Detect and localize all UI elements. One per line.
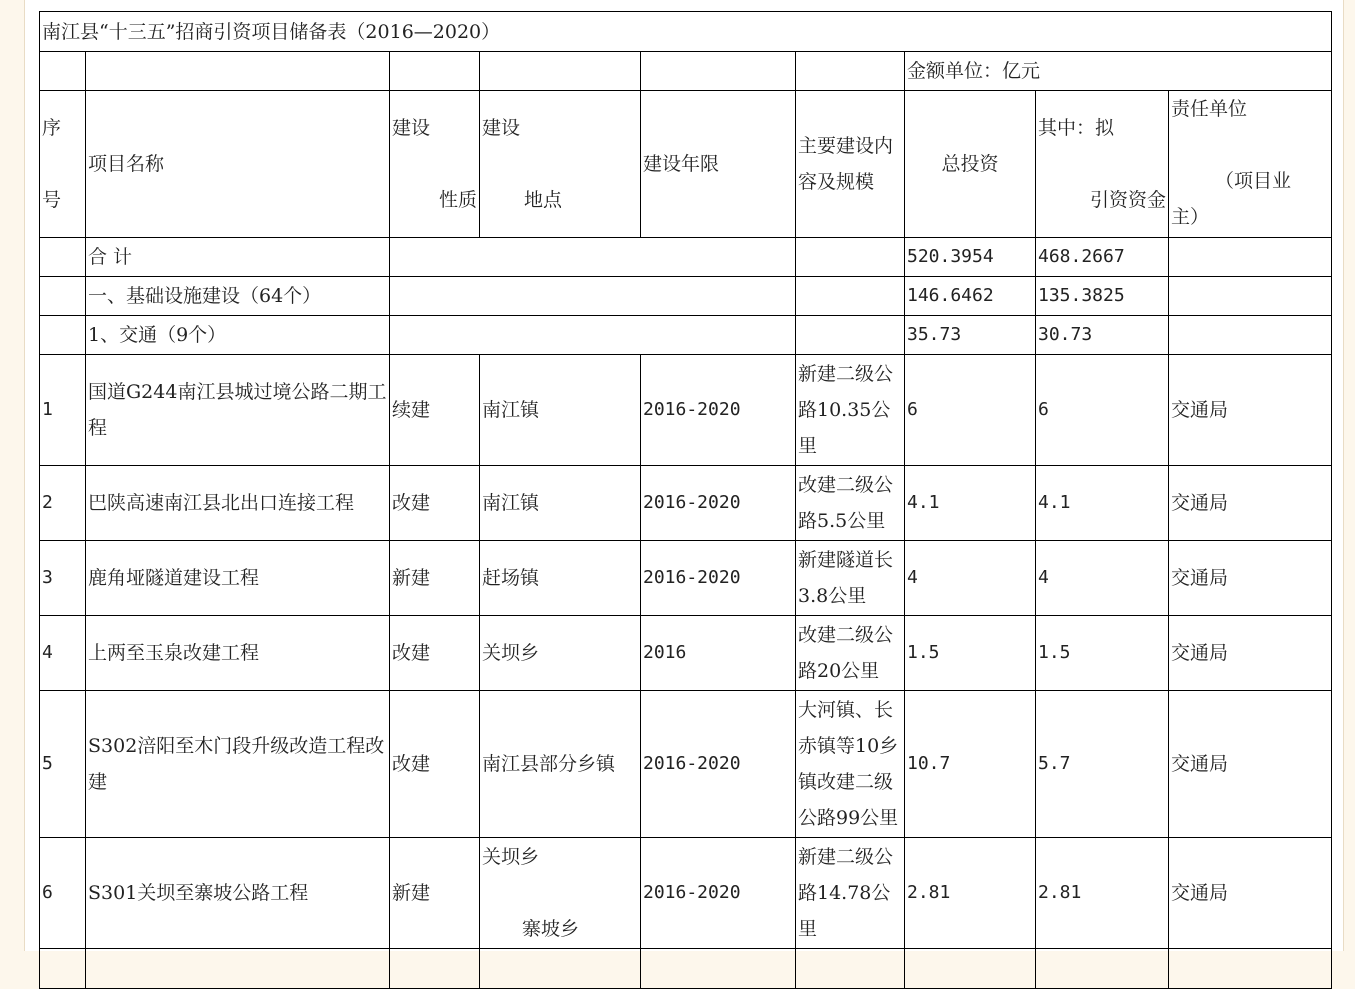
header-location: 建设 地点 [480,91,641,238]
summary-row-transport: 1、交通（9个） 35.73 30.73 [40,316,1332,355]
header-name: 项目名称 [86,91,390,238]
table-row [40,949,1332,989]
unit-label: 金额单位：亿元 [905,52,1332,91]
table-title: 南江县“十三五”招商引资项目储备表（2016—2020） [40,12,1332,52]
project-table [39,11,1332,989]
table-row: 3 鹿角垭隧道建设工程 新建 赶场镇 2016-2020 新建隧道长3.8公里 4 4 交通局 [40,541,1332,616]
unit-row [40,52,1332,91]
summary-row-total: 合 计 520.3954 468.2667 [40,238,1332,277]
table-row: 1 国道G244南江县城过境公路二期工程 续建 南江镇 2016-2020 新建二级公路10.35公里 6 6 交通局 [40,355,1332,466]
title-row [40,12,1332,52]
header-nature: 建设 性质 [390,91,480,238]
table-row: 5 S302涪阳至木门段升级改造工程改建 改建 南江县部分乡镇 2016-2020 大河镇、长赤镇等10乡镇改建二级公路99公里 10.7 5.7 交通局 [40,691,1332,838]
header-content: 主要建设内容及规模 [796,91,905,238]
table-row: 6 S301关坝至寨坡公路工程 新建 关坝乡 寨坡乡 2016-2020 新建二级公路14.78公里 2.81 2.81 交通局 [40,838,1332,949]
header-owner: 责任单位 （项目业 主） [1169,91,1332,238]
table-row: 4 上两至玉泉改建工程 改建 关坝乡 2016 改建二级公路20公里 1.5 1.5 交通局 [40,616,1332,691]
header-seq: 序 号 [40,91,86,238]
table-row: 2 巴陕高速南江县北出口连接工程 改建 南江镇 2016-2020 改建二级公路5.5公里 4.1 4.1 交通局 [40,466,1332,541]
header-period: 建设年限 [641,91,796,238]
header-attract: 其中：拟 引资资金 [1036,91,1169,238]
header-total: 总投资 [905,91,1036,238]
location-cell: 关坝乡 寨坡乡 [480,838,641,949]
header-row [40,91,1332,238]
summary-row-infrastructure: 一、基础设施建设（64个） 146.6462 135.3825 [40,277,1332,316]
document-page [24,0,1344,951]
